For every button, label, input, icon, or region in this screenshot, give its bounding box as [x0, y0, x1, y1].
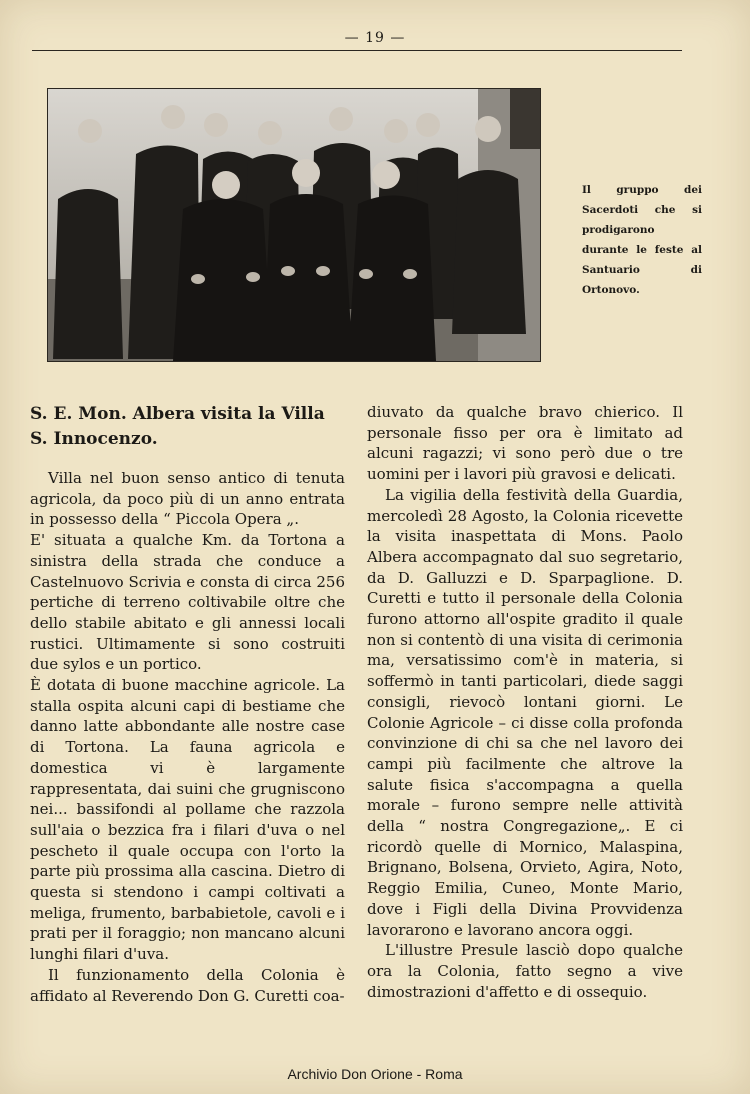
paragraph: La vigilia della festività della Guardia, mercoledì 28 Agosto, la Colonia ricevette la visita inaspettata di Mons. Paolo Albera accompagnato dal suo segretario, da D. Galluzzi e D. Sparpaglione. D. Curetti e tutto il personale della Colonia furono attorno all'ospite gradito il quale non si contentò di una visita di cerimonia ma, versatissimo com'è in materia, si soffermò in tanti particolari, diede saggi consigli, rievocò lontani giorni. Le Colonie Agricole – ci disse colla profonda convinzione di chi sa che nel lavoro dei campi più facilmente che altrove la salute fisica s'accompagna a quella morale – furono sempre nelle attività della “ nostra Congregazione„. E ci ricordò quelle di Mornico, Malaspina, Brignano, Bolsena, Orvieto, Agira, Noto, Reggio Emilia, Cuneo, Monte Mario, dove i Figli della Divina Provvidenza lavorarono e lavorano ancora oggi. — [367, 485, 683, 939]
article-heading: S. E. Mon. Albera visita la Villa S. Innocenzo. — [30, 404, 325, 449]
paragraph: Il funzionamento della Colonia è affidato al Reverendo Don G. Curetti coa- — [30, 965, 345, 1005]
paragraph: Villa nel buon senso antico di tenuta agricola, da poco più di un anno entrata in possesso della “ Piccola Opera „. — [30, 469, 345, 529]
archive-footer: Archivio Don Orione - Roma — [287, 1066, 463, 1082]
right-column — [367, 402, 683, 1002]
header-rule — [32, 50, 682, 51]
paragraph: L'illustre Presule lasciò dopo qualche ora la Colonia, fatto segno a vive dimostrazioni d'affetto e di ossequio. — [367, 941, 683, 1001]
page-number: — 19 — — [344, 30, 406, 46]
photo-caption: Il gruppo dei Sacerdoti che si prodigarono durante le feste al Santuario di Ortonovo. — [582, 184, 702, 296]
group-photo — [47, 88, 541, 362]
left-column — [30, 402, 345, 1006]
paragraph: È dotata di buone macchine agricole. La stalla ospita alcuni capi di bestiame che danno latte abbondante alle nostre case di Tortona. La fauna agricola e domestica vi è largamente rappresentata, dai suini che grugniscono nei... bassifondi al pollame che razzola sull'aia o bezzica fra i filari d'uva o nel pescheto il quale occupa con l'orto la parte più prossima alla cascina. Dietro di questa si stendono i campi coltivati a meliga, frumento, barbabietole, cavoli e i prati per il foraggio; non mancano alcuni lunghi filari d'uva. — [30, 676, 345, 964]
priests-group-illustration — [48, 89, 540, 361]
paragraph: diuvato da qualche bravo chierico. Il personale fisso per ora è limitato ad alcuni ragazzi; vi sono però due o tre uomini per i lavori più gravosi e delicati. — [367, 403, 683, 484]
paragraph: E' situata a qualche Km. da Tortona a sinistra della strada che conduce a Castelnuovo Scrivia e consta di circa 256 pertiche di terreno coltivabile oltre che dello stabile abitato e gli annessi locali rustici. Ultimamente si sono costruiti due sylos e un portico. — [30, 531, 345, 674]
